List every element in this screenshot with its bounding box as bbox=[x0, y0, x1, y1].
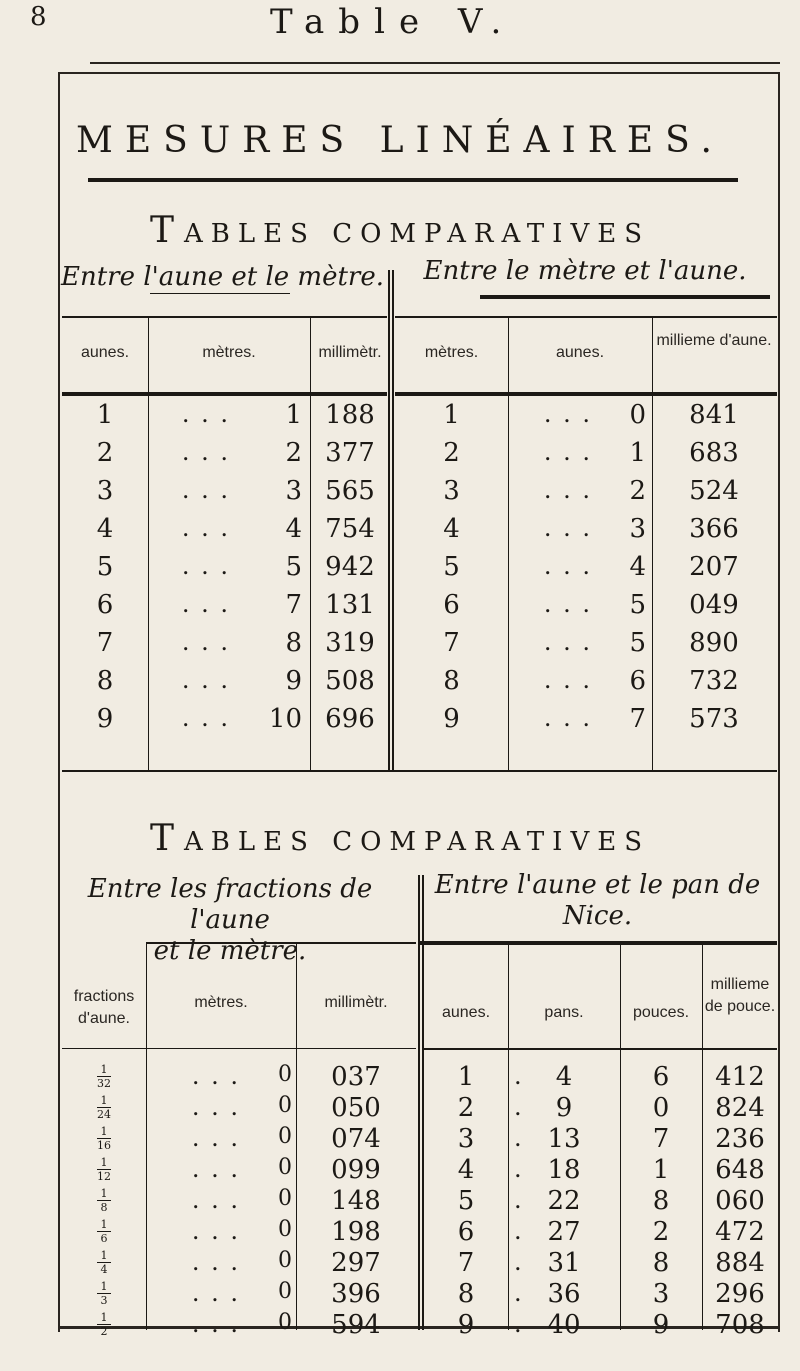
table1-subtitle-rule bbox=[150, 293, 290, 294]
table1-header-rule bbox=[62, 392, 387, 396]
table3-fraction bbox=[62, 1064, 146, 1089]
table2-subtitle-rule bbox=[480, 295, 770, 299]
fraction-denominator: 8 bbox=[100, 1201, 108, 1214]
table1-col-line-1 bbox=[148, 316, 149, 770]
table1-cell-aunes: 1 bbox=[96, 400, 114, 430]
table4-cell-aunes: 3 bbox=[457, 1124, 475, 1154]
table1-cell-millimetres: 377 bbox=[325, 438, 375, 468]
table4-leader-dot: . bbox=[514, 1310, 524, 1338]
fraction-denominator: 12 bbox=[97, 1170, 111, 1183]
table3-leader-dots: . . . bbox=[191, 1186, 240, 1214]
table2-leader-dots: . . . bbox=[543, 628, 592, 656]
table1-cell-millimetres: 942 bbox=[325, 552, 375, 582]
fraction-numerator: 1 bbox=[100, 1125, 108, 1138]
table3-fraction bbox=[62, 1250, 146, 1275]
table1-cell-metres: 5 bbox=[285, 552, 302, 582]
table1-leader-dots: . . . bbox=[181, 514, 230, 542]
table4-leader-dot: . bbox=[514, 1248, 524, 1276]
table3-cell-millimetres: 297 bbox=[331, 1248, 381, 1278]
table2-leader-dots: . . . bbox=[543, 704, 592, 732]
table4-leader-dot: . bbox=[514, 1124, 524, 1152]
table1-header-metres: mètres. bbox=[202, 344, 256, 361]
table4-cell-millieme: 824 bbox=[715, 1093, 765, 1123]
table1-cell-aunes: 3 bbox=[96, 476, 114, 506]
table2-cell-metres: 3 bbox=[443, 476, 460, 506]
table3-subtitle: Entre les fractions de l'aune et le mètre. bbox=[87, 874, 373, 967]
table4-cell-pouces: 8 bbox=[652, 1186, 670, 1216]
table3-leader-dots: . . . bbox=[191, 1062, 240, 1090]
table1-cell-aunes: 8 bbox=[96, 666, 114, 696]
table2-leader-dots: . . . bbox=[543, 666, 592, 694]
table2-header-rule bbox=[395, 392, 777, 396]
table3-cell-metres: 0 bbox=[278, 1124, 292, 1149]
table3-header-metres: mètres. bbox=[194, 994, 248, 1011]
table3-cell-millimetres: 099 bbox=[331, 1155, 381, 1185]
table3-fraction bbox=[62, 1312, 146, 1337]
table4-cell-millieme: 648 bbox=[715, 1155, 765, 1185]
table4-header-pans: pans. bbox=[544, 1004, 584, 1021]
table3-cell-millimetres: 396 bbox=[331, 1279, 381, 1309]
table3-fraction bbox=[62, 1219, 146, 1244]
table1-leader-dots: . . . bbox=[181, 476, 230, 504]
table2-cell-millieme: 524 bbox=[689, 476, 739, 506]
table4-cell-aunes: 4 bbox=[457, 1155, 475, 1185]
table3-fraction bbox=[62, 1126, 146, 1151]
table3-fraction bbox=[62, 1157, 146, 1182]
table1-header-millimetres: millimètr. bbox=[318, 344, 382, 361]
table3-leader-dots: . . . bbox=[191, 1279, 240, 1307]
table2-cell-aunes: 3 bbox=[629, 514, 646, 544]
table4-leader-dot: . bbox=[514, 1155, 524, 1183]
table4-cell-aunes: 1 bbox=[457, 1062, 475, 1092]
table4-cell-millieme: 060 bbox=[715, 1186, 765, 1216]
table2-cell-aunes: 5 bbox=[629, 628, 646, 658]
table2-cell-aunes: 4 bbox=[629, 552, 646, 582]
table2-cell-millieme: 366 bbox=[689, 514, 739, 544]
table3-header-rule bbox=[62, 1048, 416, 1049]
table1-cell-millimetres: 754 bbox=[325, 514, 375, 544]
table1-leader-dots: . . . bbox=[181, 628, 230, 656]
table3-top-rule bbox=[146, 942, 416, 944]
table4-cell-pouces: 8 bbox=[652, 1248, 670, 1278]
table2-cell-metres: 8 bbox=[443, 666, 460, 696]
table3-cell-millimetres: 594 bbox=[331, 1310, 381, 1340]
table4-cell-pouces: 6 bbox=[652, 1062, 670, 1092]
table4-cell-pouces: 9 bbox=[652, 1310, 670, 1340]
table1-cell-aunes: 6 bbox=[96, 590, 114, 620]
table4-cell-millieme: 412 bbox=[715, 1062, 765, 1092]
table1-cell-aunes: 4 bbox=[96, 514, 114, 544]
table2-cell-metres: 2 bbox=[443, 438, 460, 468]
table2-leader-dots: . . . bbox=[543, 552, 592, 580]
table4-cell-millieme: 236 bbox=[715, 1124, 765, 1154]
table4-cell-millieme: 884 bbox=[715, 1248, 765, 1278]
table4-cell-pans: 18 bbox=[547, 1155, 581, 1185]
table1-leader-dots: . . . bbox=[181, 438, 230, 466]
table4-cell-millieme: 472 bbox=[715, 1217, 765, 1247]
table4-cell-pans: 40 bbox=[547, 1310, 581, 1340]
table1-leader-dots: . . . bbox=[181, 552, 230, 580]
table3-fraction bbox=[62, 1281, 146, 1306]
table3-cell-metres: 0 bbox=[278, 1062, 292, 1087]
table3-cell-millimetres: 148 bbox=[331, 1186, 381, 1216]
table3-leader-dots: . . . bbox=[191, 1155, 240, 1183]
table3-cell-metres: 0 bbox=[278, 1248, 292, 1273]
table2-cell-metres: 5 bbox=[443, 552, 460, 582]
table2-cell-millieme: 732 bbox=[689, 666, 739, 696]
table4-cell-pouces: 2 bbox=[652, 1217, 670, 1247]
table1-cell-metres: 9 bbox=[285, 666, 302, 696]
table2-cell-metres: 1 bbox=[443, 400, 460, 430]
table1-cell-millimetres: 188 bbox=[325, 400, 375, 430]
table4-leader-dot: . bbox=[514, 1279, 524, 1307]
table1-cell-metres: 3 bbox=[285, 476, 302, 506]
table4-header-rule bbox=[424, 1048, 777, 1050]
fraction-denominator: 3 bbox=[100, 1294, 108, 1307]
fraction-numerator: 1 bbox=[100, 1249, 108, 1262]
table1-cell-millimetres: 565 bbox=[325, 476, 375, 506]
table1-cell-millimetres: 131 bbox=[325, 590, 375, 620]
table4-cell-pans: 31 bbox=[547, 1248, 581, 1278]
fraction-numerator: 1 bbox=[100, 1311, 108, 1324]
table4-cell-pans: 27 bbox=[547, 1217, 581, 1247]
table4-cell-pouces: 7 bbox=[652, 1124, 670, 1154]
table2-leader-dots: . . . bbox=[543, 476, 592, 504]
fraction-denominator: 6 bbox=[100, 1232, 108, 1245]
table2-cell-aunes: 7 bbox=[629, 704, 646, 734]
table2-cell-aunes: 1 bbox=[629, 438, 646, 468]
section-title-1: TABLES COMPARATIVES bbox=[149, 210, 651, 251]
table2-cell-metres: 9 bbox=[443, 704, 460, 734]
fraction-denominator: 24 bbox=[97, 1108, 111, 1121]
table2-header-metres: mètres. bbox=[424, 344, 479, 361]
table4-leader-dot: . bbox=[514, 1186, 524, 1214]
table4-header-pouces: pouces. bbox=[632, 1004, 690, 1021]
fraction-denominator: 16 bbox=[97, 1139, 111, 1152]
table2-cell-millieme: 841 bbox=[689, 400, 739, 430]
table4-cell-millieme: 296 bbox=[715, 1279, 765, 1309]
table1-cell-metres: 10 bbox=[268, 704, 302, 734]
table2-col-line-1 bbox=[508, 316, 509, 770]
table3-leader-dots: . . . bbox=[191, 1093, 240, 1121]
table4-cell-aunes: 7 bbox=[457, 1248, 475, 1278]
section1-divider-2 bbox=[392, 270, 394, 770]
table3-fraction bbox=[62, 1188, 146, 1213]
table3-cell-metres: 0 bbox=[278, 1217, 292, 1242]
table3-leader-dots: . . . bbox=[191, 1124, 240, 1152]
table2-cell-aunes: 5 bbox=[629, 590, 646, 620]
table2-leader-dots: . . . bbox=[543, 514, 592, 542]
fraction-numerator: 1 bbox=[100, 1156, 108, 1169]
table4-cell-aunes: 8 bbox=[457, 1279, 475, 1309]
table1-cell-metres: 1 bbox=[285, 400, 302, 430]
table2-leader-dots: . . . bbox=[543, 590, 592, 618]
table4-cell-pans: 36 bbox=[547, 1279, 581, 1309]
fraction-denominator: 2 bbox=[100, 1325, 108, 1338]
table2-cell-millieme: 683 bbox=[689, 438, 739, 468]
table1-cell-aunes: 5 bbox=[96, 552, 114, 582]
table2-cell-millieme: 573 bbox=[689, 704, 739, 734]
table1-cell-aunes: 7 bbox=[96, 628, 114, 658]
table3-cell-metres: 0 bbox=[278, 1155, 292, 1180]
table3-leader-dots: . . . bbox=[191, 1310, 240, 1338]
table1-cell-millimetres: 696 bbox=[325, 704, 375, 734]
section1-bottom-rule bbox=[62, 770, 777, 772]
table4-header-aunes: aunes. bbox=[441, 1004, 491, 1021]
page-number: 8 bbox=[30, 2, 47, 32]
table3-leader-dots: . . . bbox=[191, 1248, 240, 1276]
table4-cell-pouces: 3 bbox=[652, 1279, 670, 1309]
fraction-numerator: 1 bbox=[100, 1094, 108, 1107]
table1-leader-dots: . . . bbox=[181, 400, 230, 428]
table4-leader-dot: . bbox=[514, 1093, 524, 1121]
table3-cell-metres: 0 bbox=[278, 1186, 292, 1211]
fraction-denominator: 4 bbox=[100, 1263, 108, 1276]
page-title: MESURES LINÉAIRES. bbox=[76, 120, 724, 161]
table2-subtitle: Entre le mètre et l'aune. bbox=[423, 256, 747, 286]
table1-cell-metres: 8 bbox=[285, 628, 302, 658]
fraction-numerator: 1 bbox=[100, 1063, 108, 1076]
table4-cell-pans: 13 bbox=[547, 1124, 581, 1154]
fraction-numerator: 1 bbox=[100, 1218, 108, 1231]
table1-header-aunes: aunes. bbox=[80, 344, 130, 361]
table4-cell-aunes: 2 bbox=[457, 1093, 475, 1123]
table1-cell-metres: 7 bbox=[285, 590, 302, 620]
table2-leader-dots: . . . bbox=[543, 438, 592, 466]
table1-cell-metres: 4 bbox=[285, 514, 302, 544]
table1-cell-aunes: 2 bbox=[96, 438, 114, 468]
table4-top-rule bbox=[420, 941, 777, 945]
table4-cell-millieme: 708 bbox=[715, 1310, 765, 1340]
table3-leader-dots: . . . bbox=[191, 1217, 240, 1245]
table3-cell-millimetres: 050 bbox=[331, 1093, 381, 1123]
table4-cell-pans: 4 bbox=[555, 1062, 573, 1092]
table4-header-millieme: millieme de pouce. bbox=[704, 976, 776, 1015]
table2-cell-aunes: 0 bbox=[629, 400, 646, 430]
table4-cell-aunes: 5 bbox=[457, 1186, 475, 1216]
fraction-numerator: 1 bbox=[100, 1187, 108, 1200]
table2-cell-millieme: 890 bbox=[689, 628, 739, 658]
table1-top-rule bbox=[62, 316, 387, 318]
table1-cell-millimetres: 508 bbox=[325, 666, 375, 696]
table4-cell-pouces: 0 bbox=[652, 1093, 670, 1123]
table1-cell-metres: 2 bbox=[285, 438, 302, 468]
header-rule bbox=[90, 62, 780, 64]
table1-leader-dots: . . . bbox=[181, 704, 230, 732]
table1-cell-millimetres: 319 bbox=[325, 628, 375, 658]
table4-cell-pans: 22 bbox=[547, 1186, 581, 1216]
table3-fraction bbox=[62, 1095, 146, 1120]
table3-cell-millimetres: 037 bbox=[331, 1062, 381, 1092]
table3-cell-millimetres: 074 bbox=[331, 1124, 381, 1154]
table3-cell-millimetres: 198 bbox=[331, 1217, 381, 1247]
table2-cell-metres: 7 bbox=[443, 628, 460, 658]
section2-divider bbox=[418, 875, 420, 1330]
table4-leader-dot: . bbox=[514, 1217, 524, 1245]
table2-header-aunes: aunes. bbox=[555, 344, 605, 361]
table1-subtitle: Entre l'aune et le mètre. bbox=[61, 262, 384, 292]
table3-cell-metres: 0 bbox=[278, 1310, 292, 1335]
table2-cell-millieme: 207 bbox=[689, 552, 739, 582]
table2-cell-millieme: 049 bbox=[689, 590, 739, 620]
table3-header-fractions: fractions d'aune. bbox=[73, 988, 135, 1027]
table2-cell-metres: 6 bbox=[443, 590, 460, 620]
table4-leader-dot: . bbox=[514, 1062, 524, 1090]
section-title-2: TABLES COMPARATIVES bbox=[149, 818, 651, 859]
table4-cell-pouces: 1 bbox=[652, 1155, 670, 1185]
table2-cell-aunes: 2 bbox=[629, 476, 646, 506]
running-title: Table V. bbox=[270, 2, 516, 42]
table1-cell-aunes: 9 bbox=[96, 704, 114, 734]
fraction-numerator: 1 bbox=[100, 1280, 108, 1293]
table2-top-rule bbox=[395, 316, 777, 318]
table3-cell-metres: 0 bbox=[278, 1279, 292, 1304]
table4-cell-pans: 9 bbox=[555, 1093, 573, 1123]
table2-header-millieme: millieme d'aune. bbox=[656, 332, 772, 349]
table2-leader-dots: . . . bbox=[543, 400, 592, 428]
table2-cell-metres: 4 bbox=[443, 514, 460, 544]
fraction-denominator: 32 bbox=[97, 1077, 111, 1090]
table4-subtitle: Entre l'aune et le pan de Nice. bbox=[434, 870, 761, 932]
table3-header-millimetres: millimètr. bbox=[324, 994, 388, 1011]
table2-cell-aunes: 6 bbox=[629, 666, 646, 696]
table3-cell-metres: 0 bbox=[278, 1093, 292, 1118]
table1-leader-dots: . . . bbox=[181, 666, 230, 694]
title-rule bbox=[88, 178, 738, 182]
table4-cell-aunes: 6 bbox=[457, 1217, 475, 1247]
table4-cell-aunes: 9 bbox=[457, 1310, 475, 1340]
table1-leader-dots: . . . bbox=[181, 590, 230, 618]
